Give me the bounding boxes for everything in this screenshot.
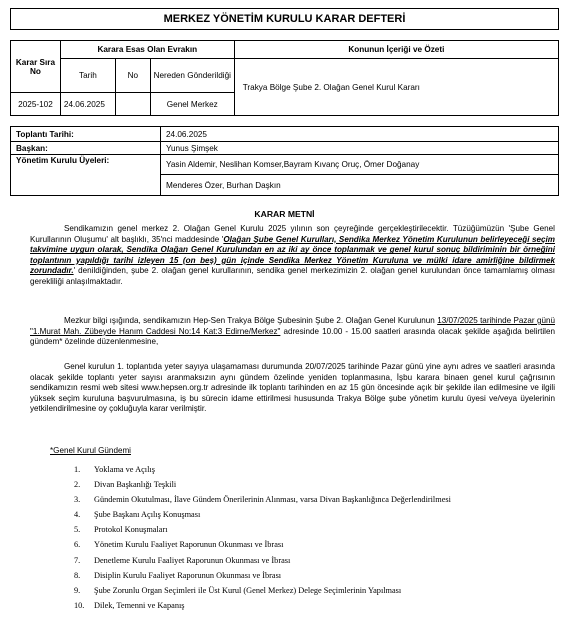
- konu-value: Trakya Bölge Şube 2. Olağan Genel Kurul Kararı: [234, 59, 558, 116]
- tarih-subheader: Tarih: [60, 59, 115, 93]
- evrak-header: Karara Esas Olan Evrakın: [60, 41, 234, 59]
- agenda-item-text: Gündemin Okutulması, İlave Gündem Önerilerinin Alınması, varsa Divan Başkanlığınca Değerlendirilmesi: [94, 495, 451, 505]
- uyeler-label: Yönetim Kurulu Üyeleri:: [11, 155, 161, 196]
- uyeler-value-line2: Menderes Özer, Burhan Daşkın: [161, 175, 559, 196]
- konu-header: Konunun İçeriği ve Özeti: [234, 41, 558, 59]
- agenda-item: [74, 507, 451, 522]
- paragraph-2-part-a: Mezkur bilgi ışığında, sendikamızın Hep-Sen Trakya Bölge Şubesinin Şube 2. Olağan Genel Kurulunun: [64, 316, 438, 325]
- agenda-item-number: 2.: [74, 480, 81, 490]
- agenda-item: [74, 537, 451, 552]
- agenda-item-number: 5.: [74, 525, 81, 535]
- agenda-item-number: 1.: [74, 465, 81, 474]
- agenda-item-number: 6.: [74, 540, 81, 550]
- agenda-title: *Genel Kurul Gündemi: [50, 446, 131, 455]
- agenda-item-text: Divan Başkanlığı Teşkili: [94, 480, 177, 490]
- paragraph-2-address: 13/07/2025 tarihinde Pazar günü "1.Murat Mah. Zübeyde Hanım Caddesi No:14 Kat:3 Edirne/Merkez": [30, 316, 555, 336]
- agenda-item-text: Yönetim Kurulu Faaliyet Raporunun Okunması ve İbrası: [94, 540, 284, 550]
- baskan-value: Yunus Şimşek: [161, 142, 559, 155]
- agenda-item-number: 7.: [74, 555, 81, 565]
- agenda-item-text: Şube Zorunlu Organ Seçimleri ile Üst Kurul (Genel Merkez) Delege Seçimlerinin Yapılması: [94, 585, 402, 595]
- agenda-item: [74, 553, 451, 568]
- agenda-item-text: Yoklama ve Açılış: [94, 465, 155, 474]
- agenda-item: [74, 568, 451, 583]
- nereden-value: Genel Merkez: [150, 93, 234, 116]
- agenda-item-text: Şube Başkanı Açılış Konuşması: [94, 510, 201, 520]
- karar-metni-heading: KARAR METNİ: [254, 209, 315, 219]
- karar-no-value: 2025-102: [11, 93, 61, 116]
- agenda-item-number: 8.: [74, 570, 81, 580]
- paragraph-3-text: Genel kurulun 1. toplantıda yeter sayıya ulaşamaması durumunda 20/07/2025 tarihinde Pazar günü yine aynı adres ve saatleri arasında olacak şekilde toplantı yeter sayısı aranmaksızın aynı gündem özelinde yeniden toplanmasına, İşbu karara binaen genel kurul çağrısının sendikamızın resmi web sitesi www.hepsen.org.tr adresinde ilk toplantı tarihinden en az 15 gün öncesinde açık bir şekilde ilan edilmesine ve ilgili yüksek seçim kuruluna başvurulmasına, iş bu sürecin idame ettirilmesi hususunda Trakya Bölge şube yönetim kurulu üyesi ve/veya üyelerinin yetkilendirilmesine oy çokluğuyla karar verilmiştir.: [30, 362, 555, 414]
- agenda-item-text: Disiplin Kurulu Faaliyet Raporunun Okunması ve İbrası: [94, 570, 282, 580]
- agenda-item: [74, 522, 451, 537]
- no-subheader: No: [115, 59, 150, 93]
- paragraph-1-quote: Olağan Şube Genel Kurulları, Sendika Merkez Yönetim Kurulunun belirleyeceği seçim takvimine uygun olarak, Sendika Olağan Genel Kurulundan en az iki ay önce toplanmak ve genel kurul sonuç bildiriminin bir örneğini toplantının yapıldığı tarihi izleyen 15 (on beş) gün içinde Sendika Merkez Yönetim Kuruluna ve mülki idare amirliğine bildirmek zorundadır.: [30, 234, 555, 276]
- paragraph-1-part-c: ' denildiğinden, şube 2. olağan genel kurullarının, sendika genel merkezimizin 2. olağan genel kurulundan önce tamamlamış olması gerekliliği anlaşılmaktadır.: [30, 266, 555, 286]
- paragraph-1: [30, 224, 555, 288]
- agenda-item-number: 4.: [74, 510, 81, 520]
- paragraph-3: [30, 362, 555, 415]
- agenda-item: [74, 492, 451, 507]
- agenda-item: [74, 583, 451, 598]
- paragraph-1-part-a: Sendikamızın genel merkez 2. Olağan Genel Kurulu 2025 yılının son çeyreğinde gerçekleştirilecektir. Tüzüğümüzün 'Şube Genel Kurullarının Oluşumu' alt başlıklı, 35'nci maddesinde ': [30, 224, 555, 244]
- agenda-item-text: Denetleme Kurulu Faaliyet Raporunun Okunması ve İbrası: [94, 555, 291, 565]
- agenda-item: [74, 598, 451, 613]
- agenda-item-number: 3.: [74, 495, 81, 505]
- agenda-item: [74, 477, 451, 492]
- nereden-subheader: Nereden Gönderildiği: [150, 59, 234, 93]
- toplanti-tarihi-label: Toplantı Tarihi:: [11, 127, 161, 142]
- agenda-item-text: Dilek, Temenni ve Kapanış: [94, 600, 185, 610]
- karar-sira-header: Karar Sıra No: [11, 41, 61, 93]
- no-value: [115, 93, 150, 116]
- document-title: MERKEZ YÖNETİM KURULU KARAR DEFTERİ: [10, 8, 559, 30]
- uyeler-value-line1: Yasin Aldemir, Neslihan Komser,Bayram Kıvanç Oruç, Ömer Doğanay: [161, 155, 559, 175]
- toplanti-tarihi-value: 24.06.2025: [161, 127, 559, 142]
- agenda-list: [74, 462, 451, 613]
- agenda-item-text: Protokol Konuşmaları: [94, 525, 168, 535]
- paragraph-2: [30, 316, 555, 348]
- agenda-item: [74, 462, 451, 477]
- tarih-value: 24.06.2025: [60, 93, 115, 116]
- decision-header-table: [10, 40, 559, 116]
- meeting-info-table: [10, 126, 559, 196]
- agenda-item-number: 10.: [74, 600, 85, 610]
- paragraph-2-part-c: adresinde 10.00 - 15.00 saatleri arasında olacak şekilde aşağıda belirtilen gündem* özelinde düzenlenmesine,: [30, 326, 555, 347]
- baskan-label: Başkan:: [11, 142, 161, 155]
- agenda-item-number: 9.: [74, 585, 81, 595]
